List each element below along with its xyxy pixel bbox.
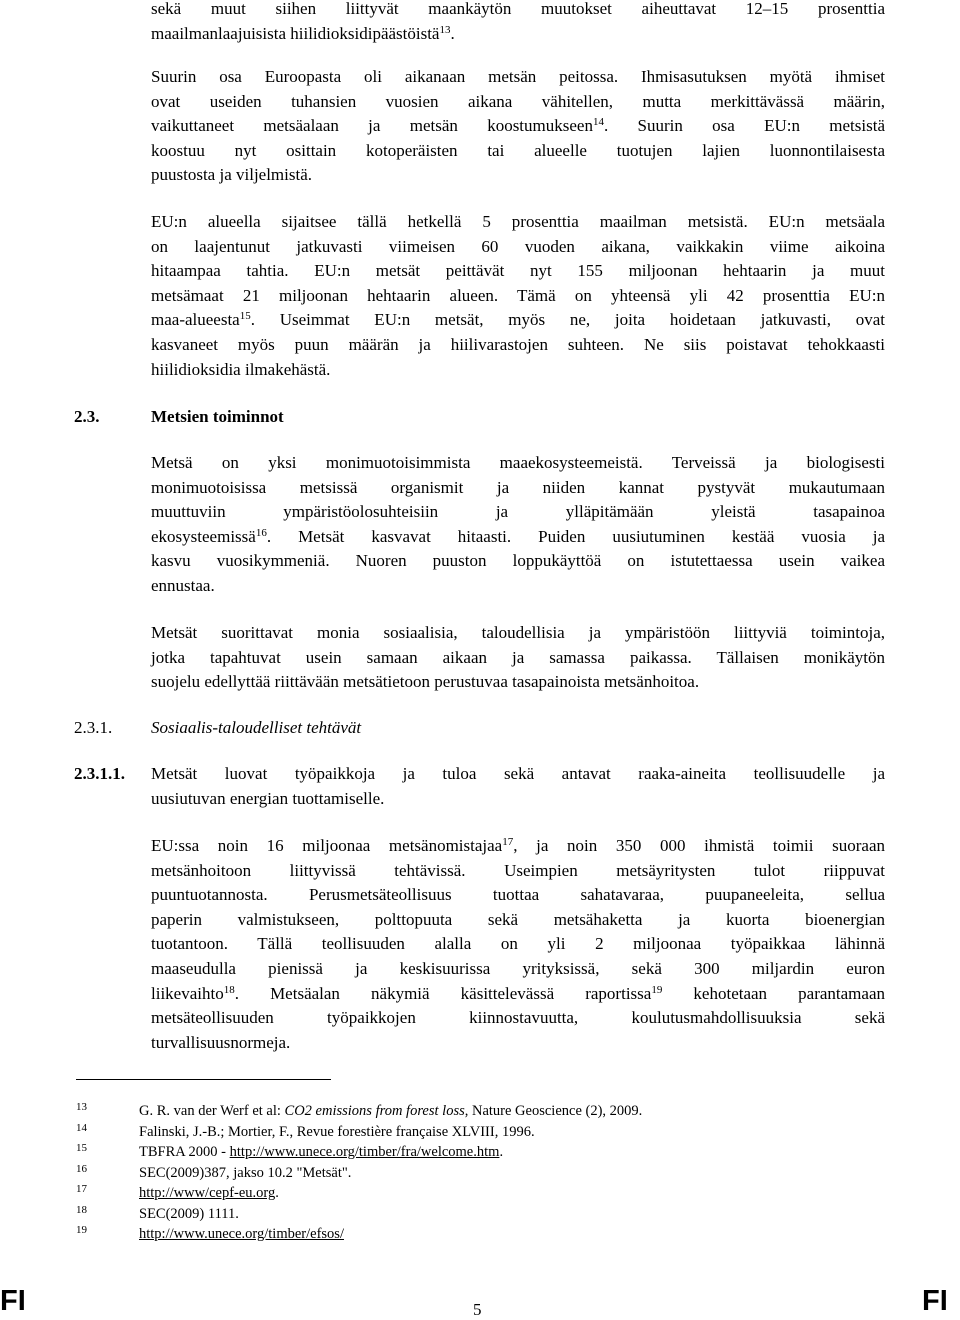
text-line: metsämaat 21 miljoonan hehtaarin alueen. Tämä on yhteensä yli 42 prosenttia EU:n — [151, 285, 885, 305]
section-number: 2.3.1. — [74, 718, 113, 737]
text-line: sekä muut siihen liittyvät maankäytön muutokset aiheuttavat 12–15 prosenttia — [151, 0, 885, 18]
footnote-number: 15 — [76, 1142, 87, 1154]
text-line: puustosta ja viljelmistä. — [151, 165, 313, 185]
paragraph — [151, 834, 885, 1055]
text-line: kasvaneet myös puun määrän ja hiilivarastojen suhteen. Ne siis poistavat tehokkaasti — [151, 334, 885, 354]
language-code-left: FI — [0, 1285, 26, 1317]
text-line: vaikuttaneet metsäalaan ja metsän koostumukseen$^{14}$. Suurin osa EU:n metsistä — [151, 116, 885, 136]
text-line: Suurin osa Euroopasta oli aikanaan metsän peitossa. Ihmisasutuksen myötä ihmiset — [151, 67, 885, 86]
footnote-ref: 17 — [502, 836, 514, 848]
footnote-link[interactable]: http://www.unece.org/timber/efsos/ — [139, 1226, 344, 1242]
text-line: maaseudulla pienissä ja keskisuurissa yrityksissä, sekä 300 miljardin euron — [151, 958, 885, 978]
text-line: maailmanlaajuisista hiilidioksidipäästöistä$^{13}$. — [151, 23, 455, 43]
paragraph — [151, 210, 885, 382]
footnote-ref: 15 — [239, 310, 251, 323]
footnote-number: 14 — [76, 1122, 87, 1134]
text-line: kasvu vuosikymmeniä. Nuoren puuston loppukäyttöä on istutettaessa usein vaikea — [151, 551, 885, 571]
section-number: 2.3.1.1. — [74, 764, 125, 783]
text-line: metsänhoitoon liittyvissä tehtävissä. Useimpien metsäyritysten tulot riippuvat — [151, 860, 885, 880]
section-number: 2.3. — [74, 407, 100, 426]
text-line: suojelu edellyttää riittävään metsätietoon perustuvaa tasapainoista metsänhoitoa. — [151, 672, 700, 692]
text-line: on laajentunut jatkuvasti viimeisen 60 vuoden aikana, vaikkakin viime aikoina — [151, 236, 885, 256]
footnote-number: 16 — [76, 1163, 87, 1175]
paragraph — [151, 621, 885, 695]
footnote — [139, 1225, 344, 1243]
text-line: hitaampaa tahtia. EU:n metsät peittävät nyt 155 miljoonan hehtaarin ja muut — [151, 261, 885, 281]
footnote: Falinski, J.-B.; Mortier, F., Revue forestière française XLVIII, 1996. — [139, 1124, 535, 1140]
text-line: ekosysteemissä$^{16}$. Metsät kasvavat hitaasti. Puiden uusiutuminen kestää vuosia ja — [151, 526, 885, 546]
footnote: SEC(2009)387, jakso 10.2 "Metsät". — [139, 1165, 352, 1181]
text-line: metsäteollisuuden työpaikkojen kiinnostavuutta, koulutusmahdollisuuksia sekä — [151, 1008, 885, 1028]
text-line: EU:n alueella sijaitsee tällä hetkellä 5 prosenttia maailman metsistä. EU:n metsäala — [151, 212, 885, 231]
footnote-link[interactable]: http://www.unece.org/timber/fra/welcome.htm — [229, 1144, 500, 1160]
text-line: uusiutuvan energian tuottamiselle. — [151, 788, 385, 808]
section-title: Sosiaalis-taloudelliset tehtävät — [151, 718, 362, 737]
footnote-number: 13 — [76, 1101, 87, 1113]
footnote-ref: 16 — [255, 526, 267, 539]
text-line: monimuotoisissa metsissä organismit ja niiden kannat pystyvät mukautumaan — [151, 477, 885, 497]
footnote-ref: 19 — [651, 983, 663, 996]
footnote: G. R. van der Werf et al: CO2 emissions from forest loss, Nature Geoscience (2), 2009. — [139, 1103, 643, 1119]
paragraph — [151, 762, 885, 811]
footnote: SEC(2009) 1111. — [139, 1206, 239, 1222]
text-line: tuotantoon. Tällä teollisuuden alalla on yli 2 miljoonaa työpaikkaa lähinnä — [151, 934, 885, 954]
footnote-ref: 18 — [223, 983, 235, 996]
text-line: EU:ssa noin 16 miljoonaa metsänomistajaa$^{17}$, ja noin 350 000 ihmistä toimii suoraan — [151, 836, 885, 855]
text-line: Metsät luovat työpaikkoja ja tuloa sekä antavat raaka-aineita teollisuudelle ja — [151, 764, 885, 783]
language-code-right: FI — [922, 1285, 948, 1317]
footnote: http://www/cepf-eu.org. — [139, 1185, 279, 1201]
text-line: turvallisuusnormeja. — [151, 1032, 291, 1052]
footnote: TBFRA 2000 - http://www.unece.org/timber/fra/welcome.htm. — [139, 1144, 504, 1160]
text-line: ovat useiden tuhansien vuosien aikana vähitellen, mutta merkittävässä määrin, — [151, 91, 885, 111]
footnote-number: 17 — [76, 1183, 87, 1195]
footnote-number: 18 — [76, 1204, 87, 1216]
text-line: Metsät suorittavat monia sosiaalisia, taloudellisia ja ympäristöön liittyviä toimintoja, — [151, 623, 885, 642]
footnote-ref: 14 — [592, 116, 604, 129]
footnote-ref: 13 — [439, 23, 451, 36]
text-line: hiilidioksidia ilmakehästä. — [151, 359, 331, 379]
text-line: ennustaa. — [151, 575, 215, 595]
text-line: koostuu nyt osittain kotoperäisten tai alueelle tuotujen lajien luonnontilaisesta — [151, 140, 885, 160]
text-line: puuntuotannosta. Perusmetsäteollisuus tuottaa sahatavaraa, puupaneeleita, sellua — [151, 885, 885, 905]
footnote-number: 19 — [76, 1224, 87, 1236]
paragraph — [151, 0, 885, 46]
footnote-link[interactable]: http://www/cepf-eu.org — [139, 1185, 276, 1201]
paragraph — [151, 65, 885, 188]
text-line: maa-alueesta$^{15}$. Useimmat EU:n metsät, myös ne, joita hoidetaan jatkuvasti, ovat — [151, 310, 885, 330]
text-line: paperin valmistukseen, polttopuuta sekä metsähaketta ja kuorta bioenergian — [151, 909, 885, 929]
footnote-separator — [76, 1079, 331, 1080]
text-line: Metsä on yksi monimuotoisimmista maaekosysteemeistä. Terveissä ja biologisesti — [151, 453, 885, 472]
text-line: muuttuviin ympäristöolosuhteisiin ja ylläpitämään yleistä tasapainoa — [151, 502, 885, 522]
section-title: Metsien toiminnot — [151, 407, 284, 426]
text-line: jotka tapahtuvat usein samaan aikaan ja samassa paikassa. Tällaisen monikäytön — [151, 647, 885, 667]
page-number: 5 — [473, 1300, 482, 1319]
text-line: liikevaihto$^{18}$. Metsäalan näkymiä käsittelevässä raportissa$^{19}$ kehotetaan parantamaan — [151, 983, 885, 1003]
paragraph — [151, 451, 885, 599]
